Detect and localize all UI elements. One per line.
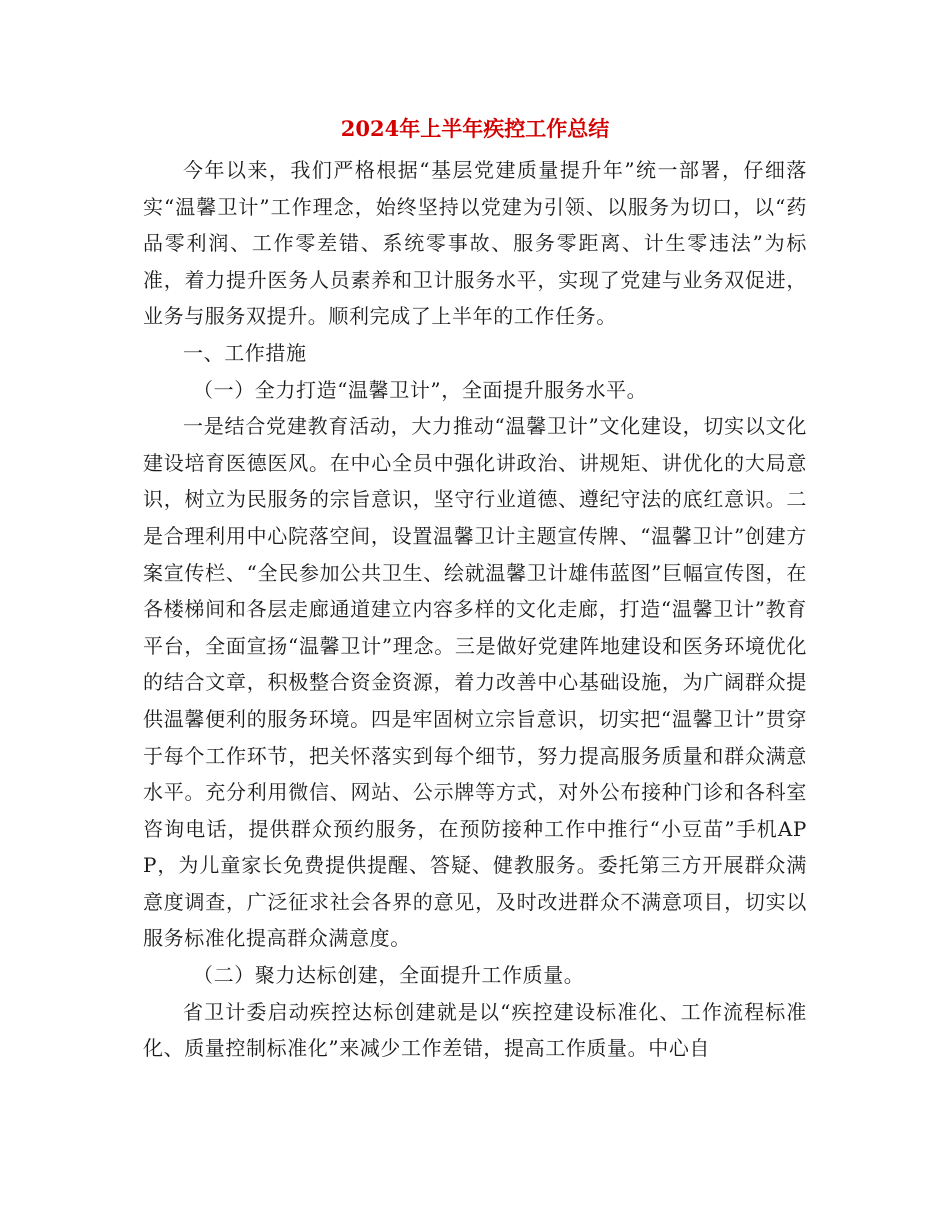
subsection-heading-quality: （二）聚力达标创建，全面提升工作质量。 (193, 963, 585, 988)
intro-paragraph: 今年以来，我们严格根据“基层党建质量提升年”统一部署，仔细落实“温馨卫计”工作理念，始终坚持以党建为引领、以服务为切口，以“药品零利润、工作零差错、系统零事故、服务零距离、计生零违法”为标准，着力提升医务人员素养和卫计服务水平，实现了党建与业务双促进，业务与服务双提升。顺利完成了上半年的工作任务。 (143, 158, 807, 329)
subsection-body-service: 一是结合党建教育活动，大力推动“温馨卫计”文化建设，切实以文化建设培育医德医风。在中心全员中强化讲政治、讲规矩、讲优化的大局意识，树立为民服务的宗旨意识，坚守行业道德、遵纪守法的底红意识。二是合理利用中心院落空间，设置温馨卫计主题宣传牌、“温馨卫计”创建方案宣传栏、“全民参加公共卫生、绘就温馨卫计雄伟蓝图”巨幅宣传图，在各楼梯间和各层走廊通道建立内容多样的文化走廊，打造“温馨卫计”教育平台，全面宣扬“温馨卫计”理念。三是做好党建阵地建设和医务环境优化的结合文章，积极整合资金资源，着力改善中心基础设施，为广阔群众提供温馨便利的服务环境。四是牢固树立宗旨意识，切实把“温馨卫计”贯穿于每个工作环节，把关怀落实到每个细节，努力提高服务质量和群众满意水平。充分利用微信、网站、公示牌等方式，对外公布接种门诊和各科室咨询电话，提供群众预约服务，在预防接种工作中推行“小豆苗”手机APP，为儿童家长免费提供提醒、答疑、健教服务。委托第三方开展群众满意度调查，广泛征求社会各界的意见，及时改进群众不满意项目，切实以服务标准化提高群众满意度。 (143, 414, 808, 951)
subsection-heading-service: （一）全力打造“温馨卫计”，全面提升服务水平。 (193, 377, 648, 402)
section-heading-measures: 一、工作措施 (183, 340, 307, 365)
document-page (143, 112, 807, 1067)
document-title: 2024年上半年疾控工作总结 (340, 116, 610, 141)
subsection-body-quality: 省卫计委启动疾控达标创建就是以“疾控建设标准化、工作流程标准化、质量控制标准化”来减少工作差错，提高工作质量。中心自 (143, 999, 807, 1061)
